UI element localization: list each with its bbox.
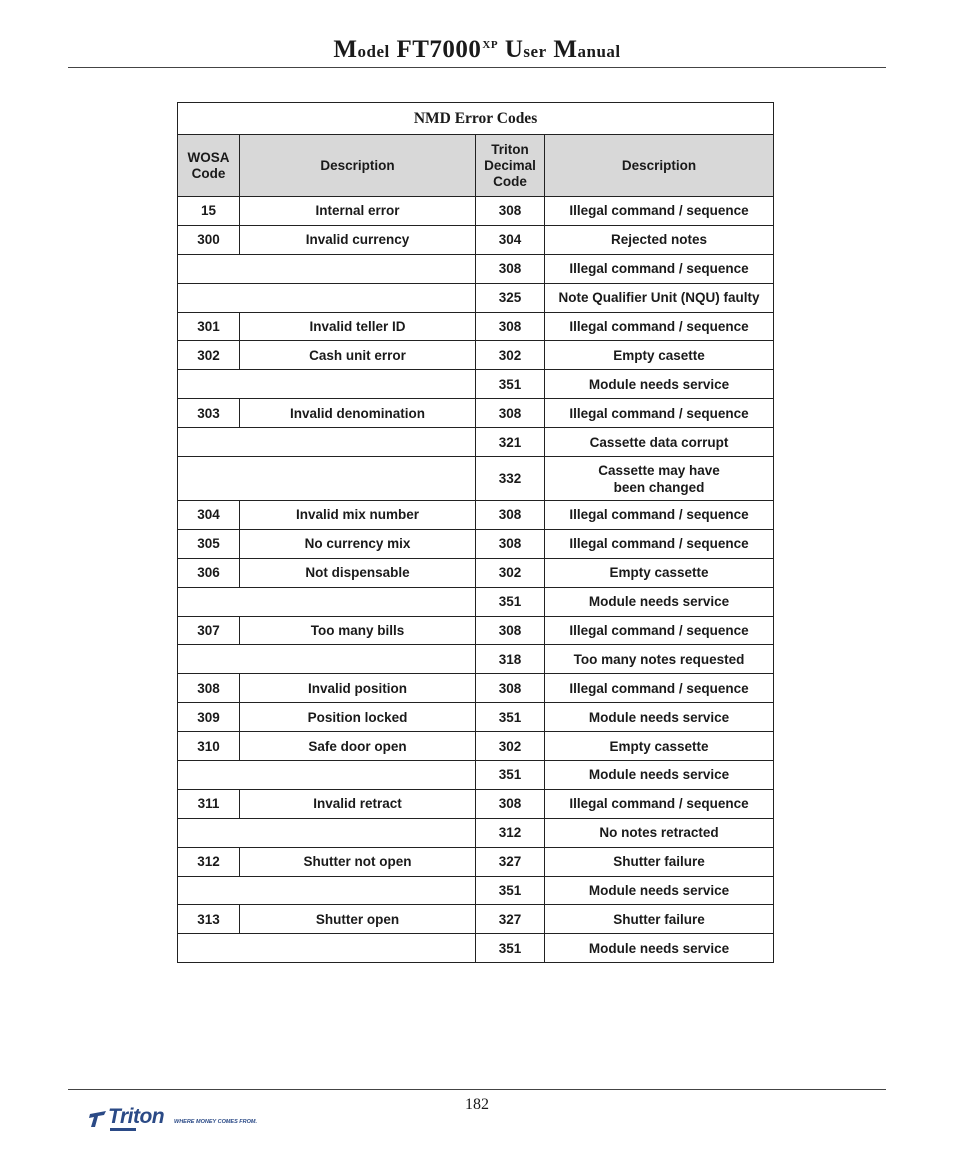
column-header-description-left: Description (240, 135, 476, 197)
empty-wosa-cell (178, 428, 476, 457)
header-manual-rest: anual (577, 42, 621, 61)
wosa-description-cell: Shutter open (240, 905, 476, 934)
logo-underbar (110, 1128, 136, 1131)
triton-swoosh-icon (88, 1108, 110, 1130)
wosa-description-cell: Internal error (240, 197, 476, 226)
triton-code-cell: 327 (476, 847, 545, 876)
triton-description-cell: Cassette data corrupt (545, 428, 774, 457)
empty-wosa-cell (178, 818, 476, 847)
table-header-row (178, 135, 774, 197)
header-manual-initial: M (553, 36, 578, 63)
wosa-description-cell: Invalid retract (240, 789, 476, 818)
empty-wosa-cell (178, 254, 476, 283)
table-row (178, 934, 774, 963)
table-row (178, 428, 774, 457)
table-body (178, 197, 774, 963)
wosa-code-cell: 15 (178, 197, 240, 226)
wosa-description-cell: Invalid teller ID (240, 312, 476, 341)
wosa-code-cell: 311 (178, 789, 240, 818)
triton-code-cell: 302 (476, 732, 545, 761)
column-header-triton-line: Triton (491, 141, 529, 157)
table-row (178, 818, 774, 847)
table-title: NMD Error Codes (178, 103, 774, 135)
table-row (178, 558, 774, 587)
table-row (178, 761, 774, 790)
triton-description-cell: Shutter failure (545, 847, 774, 876)
triton-code-cell: 312 (476, 818, 545, 847)
table-row (178, 197, 774, 226)
triton-description-cell: Illegal command / sequence (545, 789, 774, 818)
wosa-code-cell: 309 (178, 703, 240, 732)
triton-description-cell: Module needs service (545, 587, 774, 616)
wosa-description-cell: Invalid position (240, 674, 476, 703)
table-row (178, 905, 774, 934)
triton-description-cell: Too many notes requested (545, 645, 774, 674)
table-row (178, 312, 774, 341)
triton-description-cell: Illegal command / sequence (545, 529, 774, 558)
column-header-wosa-line: WOSA (187, 149, 230, 165)
wosa-description-cell: Safe door open (240, 732, 476, 761)
table-row (178, 847, 774, 876)
empty-wosa-cell (178, 283, 476, 312)
wosa-code-cell: 302 (178, 341, 240, 370)
triton-description-cell: No notes retracted (545, 818, 774, 847)
wosa-code-cell: 306 (178, 558, 240, 587)
wosa-code-cell: 307 (178, 616, 240, 645)
column-header-wosa-code (178, 135, 240, 197)
triton-code-cell: 321 (476, 428, 545, 457)
triton-code-cell: 351 (476, 761, 545, 790)
triton-code-cell: 351 (476, 876, 545, 905)
logo-wordmark: Triton (108, 1105, 165, 1128)
triton-description-cell: Empty casette (545, 341, 774, 370)
header-superscript: XP (482, 38, 499, 51)
triton-description-cell: Module needs service (545, 761, 774, 790)
table-row (178, 789, 774, 818)
triton-description-cell: Illegal command / sequence (545, 312, 774, 341)
header-divider (68, 67, 886, 68)
header-user-initial: U (504, 36, 524, 63)
table-row (178, 616, 774, 645)
description-line: Cassette may have (598, 462, 720, 478)
wosa-description-cell: Cash unit error (240, 341, 476, 370)
column-header-triton-line: Decimal (484, 157, 536, 173)
wosa-code-cell: 308 (178, 674, 240, 703)
wosa-description-cell: Not dispensable (240, 558, 476, 587)
triton-code-cell: 325 (476, 283, 545, 312)
triton-code-cell: 308 (476, 789, 545, 818)
empty-wosa-cell (178, 457, 476, 501)
wosa-code-cell: 313 (178, 905, 240, 934)
triton-description-cell: Illegal command / sequence (545, 674, 774, 703)
column-header-description-right: Description (545, 135, 774, 197)
wosa-description-cell: Position locked (240, 703, 476, 732)
triton-code-cell: 302 (476, 558, 545, 587)
table-row (178, 501, 774, 530)
triton-description-cell: Rejected notes (545, 225, 774, 254)
column-header-triton-line: Code (493, 173, 527, 189)
error-codes-table-container (177, 102, 773, 963)
triton-description-cell: Empty cassette (545, 558, 774, 587)
triton-code-cell: 308 (476, 312, 545, 341)
wosa-description-cell: Shutter not open (240, 847, 476, 876)
wosa-description-cell: Invalid currency (240, 225, 476, 254)
table-row (178, 645, 774, 674)
wosa-description-cell: Invalid mix number (240, 501, 476, 530)
triton-description-cell: Module needs service (545, 703, 774, 732)
triton-code-cell: 308 (476, 501, 545, 530)
triton-description-cell: Shutter failure (545, 905, 774, 934)
header-user-rest: ser (523, 42, 547, 61)
empty-wosa-cell (178, 587, 476, 616)
triton-code-cell: 351 (476, 587, 545, 616)
triton-code-cell: 351 (476, 370, 545, 399)
header-model-number: FT7000 (396, 36, 482, 63)
triton-description-cell: Note Qualifier Unit (NQU) faulty (545, 283, 774, 312)
wosa-code-cell: 304 (178, 501, 240, 530)
wosa-description-cell: Too many bills (240, 616, 476, 645)
logo-tagline: WHERE MONEY COMES FROM. (174, 1119, 258, 1125)
nmd-error-codes-table (177, 102, 774, 963)
wosa-description-cell: No currency mix (240, 529, 476, 558)
table-row (178, 529, 774, 558)
triton-description-cell: Illegal command / sequence (545, 197, 774, 226)
empty-wosa-cell (178, 645, 476, 674)
triton-code-cell: 351 (476, 934, 545, 963)
table-row (178, 587, 774, 616)
empty-wosa-cell (178, 761, 476, 790)
wosa-code-cell: 310 (178, 732, 240, 761)
wosa-code-cell: 301 (178, 312, 240, 341)
triton-description-cell: Module needs service (545, 370, 774, 399)
footer-divider (68, 1089, 886, 1090)
table-row (178, 703, 774, 732)
table-row (178, 674, 774, 703)
triton-code-cell: 332 (476, 457, 545, 501)
wosa-code-cell: 305 (178, 529, 240, 558)
empty-wosa-cell (178, 370, 476, 399)
triton-code-cell: 308 (476, 616, 545, 645)
triton-code-cell: 302 (476, 341, 545, 370)
empty-wosa-cell (178, 876, 476, 905)
triton-description-cell (545, 457, 774, 501)
triton-description-cell: Empty cassette (545, 732, 774, 761)
triton-description-cell: Module needs service (545, 934, 774, 963)
triton-description-cell: Illegal command / sequence (545, 501, 774, 530)
table-row (178, 225, 774, 254)
table-row (178, 399, 774, 428)
page-header (0, 36, 954, 64)
triton-description-cell: Illegal command / sequence (545, 616, 774, 645)
page-number: 182 (465, 1096, 489, 1113)
table-row (178, 732, 774, 761)
description-line: been changed (613, 479, 705, 495)
triton-code-cell: 318 (476, 645, 545, 674)
triton-code-cell: 308 (476, 254, 545, 283)
table-row (178, 341, 774, 370)
triton-code-cell: 308 (476, 674, 545, 703)
column-header-triton-code (476, 135, 545, 197)
triton-description-cell: Module needs service (545, 876, 774, 905)
triton-description-cell: Illegal command / sequence (545, 399, 774, 428)
column-header-wosa-line: Code (191, 165, 226, 181)
empty-wosa-cell (178, 934, 476, 963)
triton-code-cell: 351 (476, 703, 545, 732)
triton-description-cell: Illegal command / sequence (545, 254, 774, 283)
wosa-code-cell: 300 (178, 225, 240, 254)
triton-code-cell: 308 (476, 529, 545, 558)
wosa-code-cell: 312 (178, 847, 240, 876)
table-row (178, 283, 774, 312)
header-model-rest: odel (357, 42, 390, 61)
triton-code-cell: 304 (476, 225, 545, 254)
triton-logo (88, 1106, 258, 1134)
table-row (178, 370, 774, 399)
table-title-row (178, 103, 774, 135)
wosa-description-cell: Invalid denomination (240, 399, 476, 428)
table-row (178, 457, 774, 501)
header-model-initial: M (333, 36, 358, 63)
wosa-code-cell: 303 (178, 399, 240, 428)
table-row (178, 876, 774, 905)
triton-code-cell: 308 (476, 399, 545, 428)
triton-code-cell: 327 (476, 905, 545, 934)
triton-code-cell: 308 (476, 197, 545, 226)
table-row (178, 254, 774, 283)
